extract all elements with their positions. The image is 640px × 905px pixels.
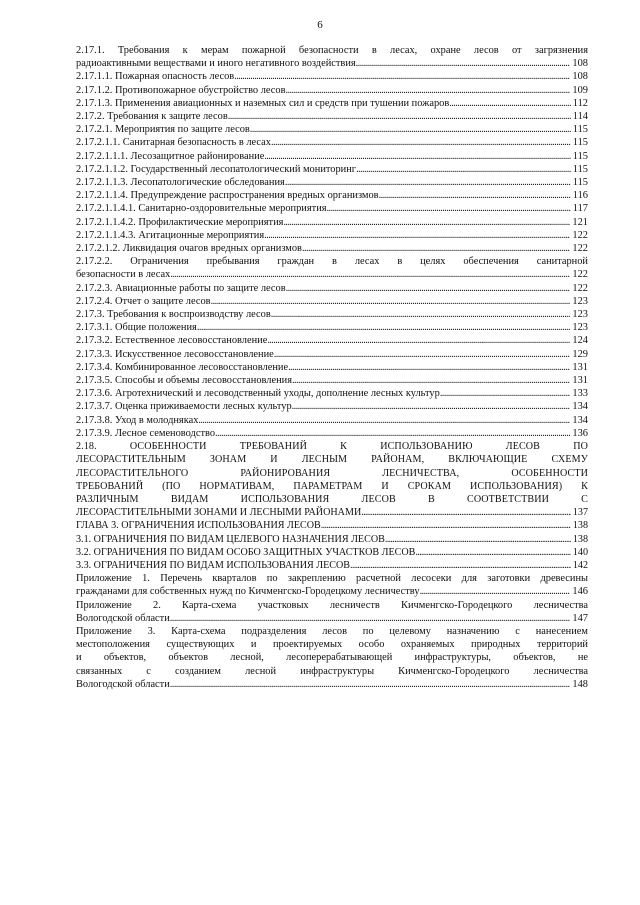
dot-leader bbox=[170, 268, 570, 281]
dot-leader bbox=[361, 506, 571, 519]
toc-entry-text: 2.17.2.1.1.1. Лесозащитное районирование bbox=[76, 150, 265, 162]
toc-entry-text: 2.17.1.3. Применения авиационных и наземных сил и средств при тушении пожаров bbox=[76, 97, 450, 109]
toc-entry-2-17-3-5[interactable] bbox=[76, 374, 588, 387]
dot-leader bbox=[420, 585, 571, 598]
dot-leader bbox=[170, 612, 571, 625]
toc-page-number: 131 bbox=[572, 375, 588, 387]
table-of-contents bbox=[76, 44, 588, 691]
toc-entry-text: 2.17.1.2. Противопожарное обустройство лесов bbox=[76, 84, 286, 96]
toc-page-number: 114 bbox=[572, 111, 588, 123]
toc-entry-text: 2.17.2.1. Мероприятия по защите лесов bbox=[76, 124, 250, 136]
toc-page-number: 123 bbox=[572, 322, 588, 334]
toc-entry-appendix-1[interactable] bbox=[76, 572, 588, 598]
toc-entry-2-18[interactable] bbox=[76, 440, 588, 519]
toc-page-number: 115 bbox=[572, 137, 588, 149]
toc-page-number: 138 bbox=[572, 520, 588, 532]
toc-entry-appendix-3[interactable] bbox=[76, 625, 588, 691]
dot-leader bbox=[350, 559, 571, 572]
toc-entry-2-17-2-1-1-4-1[interactable] bbox=[76, 202, 588, 215]
toc-entry-text: 2.17.2.3. Авиационные работы по защите лесов bbox=[76, 282, 286, 294]
toc-entry-text-line: Приложение 2. Карта-схема участковых лесничеств Кичменгско-Городецкого лесничества bbox=[76, 599, 588, 611]
toc-entry-appendix-2[interactable] bbox=[76, 599, 588, 625]
toc-page-number: 124 bbox=[572, 335, 588, 347]
toc-page-number: 134 bbox=[572, 414, 588, 426]
toc-entry-text-line: 2.17.2.2. Ограничения пребывания граждан в лесах в целях обеспечения санитарной bbox=[76, 256, 588, 268]
toc-entry-text-line: 2.18. ОСОБЕННОСТИ ТРЕБОВАНИЙ К ИСПОЛЬЗОВАНИЮ ЛЕСОВ ПО bbox=[76, 441, 588, 453]
toc-entry-text-line: ТРЕБОВАНИЙ (ПО НОРМАТИВАМ, ПАРАМЕТРАМ И СРОКАМ ИСПОЛЬЗОВАНИЯ) К bbox=[76, 480, 588, 492]
toc-entry-2-17-3-3[interactable] bbox=[76, 348, 588, 361]
toc-entry-text-line: Вологодской области bbox=[76, 612, 170, 624]
toc-entry-2-17-3-7[interactable] bbox=[76, 400, 588, 413]
toc-entry-text-line: 2.17.1. Требования к мерам пожарной безопасности в лесах, охране лесов от загрязнения bbox=[76, 45, 588, 56]
toc-entry-3-3[interactable] bbox=[76, 559, 588, 572]
toc-entry-text: 2.17.2.1.1.4.2. Профилактические мероприятия bbox=[76, 216, 284, 228]
toc-entry-2-17-2-1-1-3[interactable] bbox=[76, 176, 588, 189]
toc-entry-2-17-1-3[interactable] bbox=[76, 97, 588, 110]
toc-entry-text-line: Приложение 1. Перечень кварталов по закреплению расчетной лесосеки для заготовки древесины bbox=[76, 573, 588, 585]
dot-leader bbox=[288, 361, 570, 374]
toc-entry-text: 2.17.3.5. Способы и объемы лесовосстановления bbox=[76, 375, 292, 387]
toc-page-number: 122 bbox=[572, 282, 588, 294]
toc-entry-text-line: ЛЕСОРАСТИТЕЛЬНЫМ ЗОНАМ И ЛЕСНЫМ РАЙОНАМ, ВКЛЮЧАЮЩИЕ СХЕМУ bbox=[76, 454, 588, 466]
toc-entry-text-line: и объектов, объектов лесной, лесоперерабатывающей инфраструктуры, объектов, не bbox=[76, 652, 588, 664]
dot-leader bbox=[356, 57, 571, 70]
dot-leader bbox=[327, 202, 571, 215]
toc-page-number: 122 bbox=[572, 269, 588, 281]
toc-entry-text: 2.17.3.1. Общие положения bbox=[76, 322, 197, 334]
dot-leader bbox=[264, 150, 570, 163]
toc-entry-text-line: гражданами для собственных нужд по Кичменгско-Городецкому лесничеству bbox=[76, 586, 420, 598]
dot-leader bbox=[440, 387, 571, 400]
toc-entry-text: 2.17.2.1.1. Санитарная безопасность в лесах bbox=[76, 137, 271, 149]
toc-entry-text: 2.17.2. Требования к защите лесов bbox=[76, 111, 228, 123]
toc-entry-text: 2.17.2.1.1.3. Лесопатологические обследования bbox=[76, 177, 285, 189]
toc-page-number: 136 bbox=[572, 427, 588, 439]
dot-leader bbox=[250, 123, 571, 136]
toc-entry-text: 3.2. ОГРАНИЧЕНИЯ ПО ВИДАМ ОСОБО ЗАЩИТНЫХ УЧАСТКОВ ЛЕСОВ bbox=[76, 546, 416, 558]
toc-entry-chapter-3[interactable] bbox=[76, 519, 588, 532]
toc-entry-text: ГЛАВА 3. ОГРАНИЧЕНИЯ ИСПОЛЬЗОВАНИЯ ЛЕСОВ bbox=[76, 520, 321, 532]
toc-entry-text-line: безопасности в лесах bbox=[76, 269, 171, 281]
toc-page-number: 140 bbox=[572, 546, 588, 558]
toc-entry-text: 2.17.3.4. Комбинированное лесовосстановление bbox=[76, 361, 289, 373]
toc-entry-text: 2.17.3.6. Агротехнический и лесоводственный уходы, дополнение лесных культур bbox=[76, 388, 440, 400]
toc-page-number: 122 bbox=[572, 229, 588, 241]
toc-entry-text-line: местоположения существующих и проектируемых особо охраняемых природных территорий bbox=[76, 639, 588, 651]
toc-page-number: 147 bbox=[572, 612, 588, 624]
toc-entry-text: 2.17.2.1.1.2. Государственный лесопатологический мониторинг bbox=[76, 163, 357, 175]
toc-page-number: 117 bbox=[572, 203, 588, 215]
toc-page-number: 116 bbox=[572, 190, 588, 202]
dot-leader bbox=[356, 163, 571, 176]
toc-page-number: 108 bbox=[572, 71, 588, 83]
toc-entry-2-17-1-2[interactable] bbox=[76, 84, 588, 97]
toc-entry-2-17-2-1-1[interactable] bbox=[76, 136, 588, 149]
dot-leader bbox=[292, 374, 570, 387]
dot-leader bbox=[285, 176, 571, 189]
toc-entry-2-17-3-2[interactable] bbox=[76, 334, 588, 347]
dot-leader bbox=[234, 70, 570, 83]
toc-page-number: 129 bbox=[572, 348, 588, 360]
dot-leader bbox=[286, 84, 571, 97]
dot-leader bbox=[271, 136, 571, 149]
dot-leader bbox=[286, 282, 571, 295]
toc-entry-text: 2.17.2.1.1.4.3. Агитационные мероприятия bbox=[76, 229, 265, 241]
toc-page-number: 108 bbox=[572, 58, 588, 70]
toc-entry-text: 2.17.3.7. Оценка приживаемости лесных культур bbox=[76, 401, 292, 413]
toc-entry-3-1[interactable] bbox=[76, 533, 588, 546]
toc-entry-2-17-1[interactable] bbox=[76, 44, 588, 70]
toc-entry-2-17-2-1[interactable] bbox=[76, 123, 588, 136]
toc-entry-2-17-2-1-1-4[interactable] bbox=[76, 189, 588, 202]
toc-page-number: 123 bbox=[572, 295, 588, 307]
toc-entry-2-17-2[interactable] bbox=[76, 110, 588, 123]
toc-page-number: 115 bbox=[572, 163, 588, 175]
toc-entry-text: 2.17.3. Требования к воспроизводству лесов bbox=[76, 309, 271, 321]
toc-entry-text-line: ЛЕСОРАСТИТЕЛЬНОГО РАЙОНИРОВАНИЯ ЛЕСНИЧЕСТВА, ОСОБЕННОСТИ bbox=[76, 467, 588, 479]
toc-page-number: 112 bbox=[572, 97, 588, 109]
dot-leader bbox=[267, 334, 570, 347]
dot-leader bbox=[264, 229, 570, 242]
toc-page-number: 146 bbox=[572, 586, 588, 598]
dot-leader bbox=[415, 546, 570, 559]
toc-page-number: 134 bbox=[572, 401, 588, 413]
toc-entry-text-line: радиоактивными веществами и иного негативного воздействия bbox=[76, 58, 356, 70]
toc-entry-2-17-2-2[interactable] bbox=[76, 255, 588, 281]
toc-entry-2-17-3-8[interactable] bbox=[76, 414, 588, 427]
toc-entry-text: 3.3. ОГРАНИЧЕНИЯ ПО ВИДАМ ИСПОЛЬЗОВАНИЯ ЛЕСОВ bbox=[76, 559, 351, 571]
toc-entry-text: 3.1. ОГРАНИЧЕНИЯ ПО ВИДАМ ЦЕЛЕВОГО НАЗНАЧЕНИЯ ЛЕСОВ bbox=[76, 533, 385, 545]
dot-leader bbox=[211, 295, 571, 308]
dot-leader bbox=[379, 189, 571, 202]
toc-entry-2-17-3-1[interactable] bbox=[76, 321, 588, 334]
toc-entry-2-17-1-1[interactable] bbox=[76, 70, 588, 83]
toc-page-number: 109 bbox=[572, 84, 588, 96]
toc-page-number: 122 bbox=[572, 243, 588, 255]
toc-entry-text: 2.17.2.4. Отчет о защите лесов bbox=[76, 295, 211, 307]
toc-page-number: 137 bbox=[572, 507, 588, 519]
toc-page-number: 148 bbox=[572, 678, 588, 690]
toc-page-number: 131 bbox=[572, 361, 588, 373]
toc-entry-2-17-3-6[interactable] bbox=[76, 387, 588, 400]
toc-entry-2-17-2-3[interactable] bbox=[76, 282, 588, 295]
toc-entry-text-line: Приложение 3. Карта-схема подразделения лесов по целевому назначению с нанесением bbox=[76, 625, 588, 637]
dot-leader bbox=[302, 242, 570, 255]
toc-page-number: 142 bbox=[572, 559, 588, 571]
toc-page-number: 123 bbox=[572, 309, 588, 321]
toc-entry-2-17-3-4[interactable] bbox=[76, 361, 588, 374]
dot-leader bbox=[228, 110, 571, 123]
toc-entry-text-line: Вологодской области bbox=[76, 678, 170, 690]
toc-entry-text: 2.17.3.3. Искусственное лесовосстановление bbox=[76, 348, 274, 360]
toc-entry-2-17-2-1-2[interactable] bbox=[76, 242, 588, 255]
toc-entry-text-line: РАЗЛИЧНЫМ ВИДАМ ИСПОЛЬЗОВАНИЯ ЛЕСОВ В СООТВЕТСТВИИ С bbox=[76, 493, 588, 505]
dot-leader bbox=[197, 321, 571, 334]
toc-entry-text: 2.17.1.1. Пожарная опасность лесов bbox=[76, 71, 235, 83]
toc-entry-text: 2.17.3.8. Уход в молодняках bbox=[76, 414, 199, 426]
dot-leader bbox=[198, 414, 570, 427]
toc-entry-3-2[interactable] bbox=[76, 546, 588, 559]
toc-entry-2-17-2-1-1-1[interactable] bbox=[76, 150, 588, 163]
toc-entry-2-17-2-1-1-2[interactable] bbox=[76, 163, 588, 176]
dot-leader bbox=[385, 533, 571, 546]
dot-leader bbox=[271, 308, 571, 321]
dot-leader bbox=[283, 216, 570, 229]
toc-entry-text: 2.17.2.1.1.4.1. Санитарно-оздоровительные мероприятия bbox=[76, 203, 327, 215]
dot-leader bbox=[292, 400, 571, 413]
toc-page-number: 138 bbox=[572, 533, 588, 545]
dot-leader bbox=[321, 519, 571, 532]
toc-entry-text-line: связанных с созданием лесной инфраструктуры Кичменгско-Городецкого лесничества bbox=[76, 665, 588, 677]
dot-leader bbox=[170, 678, 571, 691]
toc-entry-text: 2.17.3.9. Лесное семеноводство bbox=[76, 427, 216, 439]
toc-page-number: 115 bbox=[572, 177, 588, 189]
toc-page-number: 115 bbox=[572, 150, 588, 162]
toc-entry-text: 2.17.2.1.2. Ликвидация очагов вредных организмов bbox=[76, 243, 302, 255]
dot-leader bbox=[274, 348, 571, 361]
toc-entry-2-17-2-1-1-4-2[interactable] bbox=[76, 216, 588, 229]
page-number: 6 bbox=[317, 19, 323, 31]
toc-entry-text-line: ЛЕСОРАСТИТЕЛЬНЫМИ ЗОНАМИ И ЛЕСНЫМИ РАЙОНАМИ bbox=[76, 507, 362, 519]
toc-entry-2-17-3-9[interactable] bbox=[76, 427, 588, 440]
toc-entry-2-17-2-1-1-4-3[interactable] bbox=[76, 229, 588, 242]
dot-leader bbox=[449, 97, 571, 110]
dot-leader bbox=[215, 427, 570, 440]
toc-entry-2-17-2-4[interactable] bbox=[76, 295, 588, 308]
toc-page-number: 121 bbox=[572, 216, 588, 228]
toc-entry-2-17-3[interactable] bbox=[76, 308, 588, 321]
toc-entry-text: 2.17.2.1.1.4. Предупреждение распространения вредных организмов bbox=[76, 190, 379, 202]
toc-entry-text: 2.17.3.2. Естественное лесовосстановление bbox=[76, 335, 268, 347]
toc-page-number: 133 bbox=[572, 388, 588, 400]
toc-page-number: 115 bbox=[572, 124, 588, 136]
